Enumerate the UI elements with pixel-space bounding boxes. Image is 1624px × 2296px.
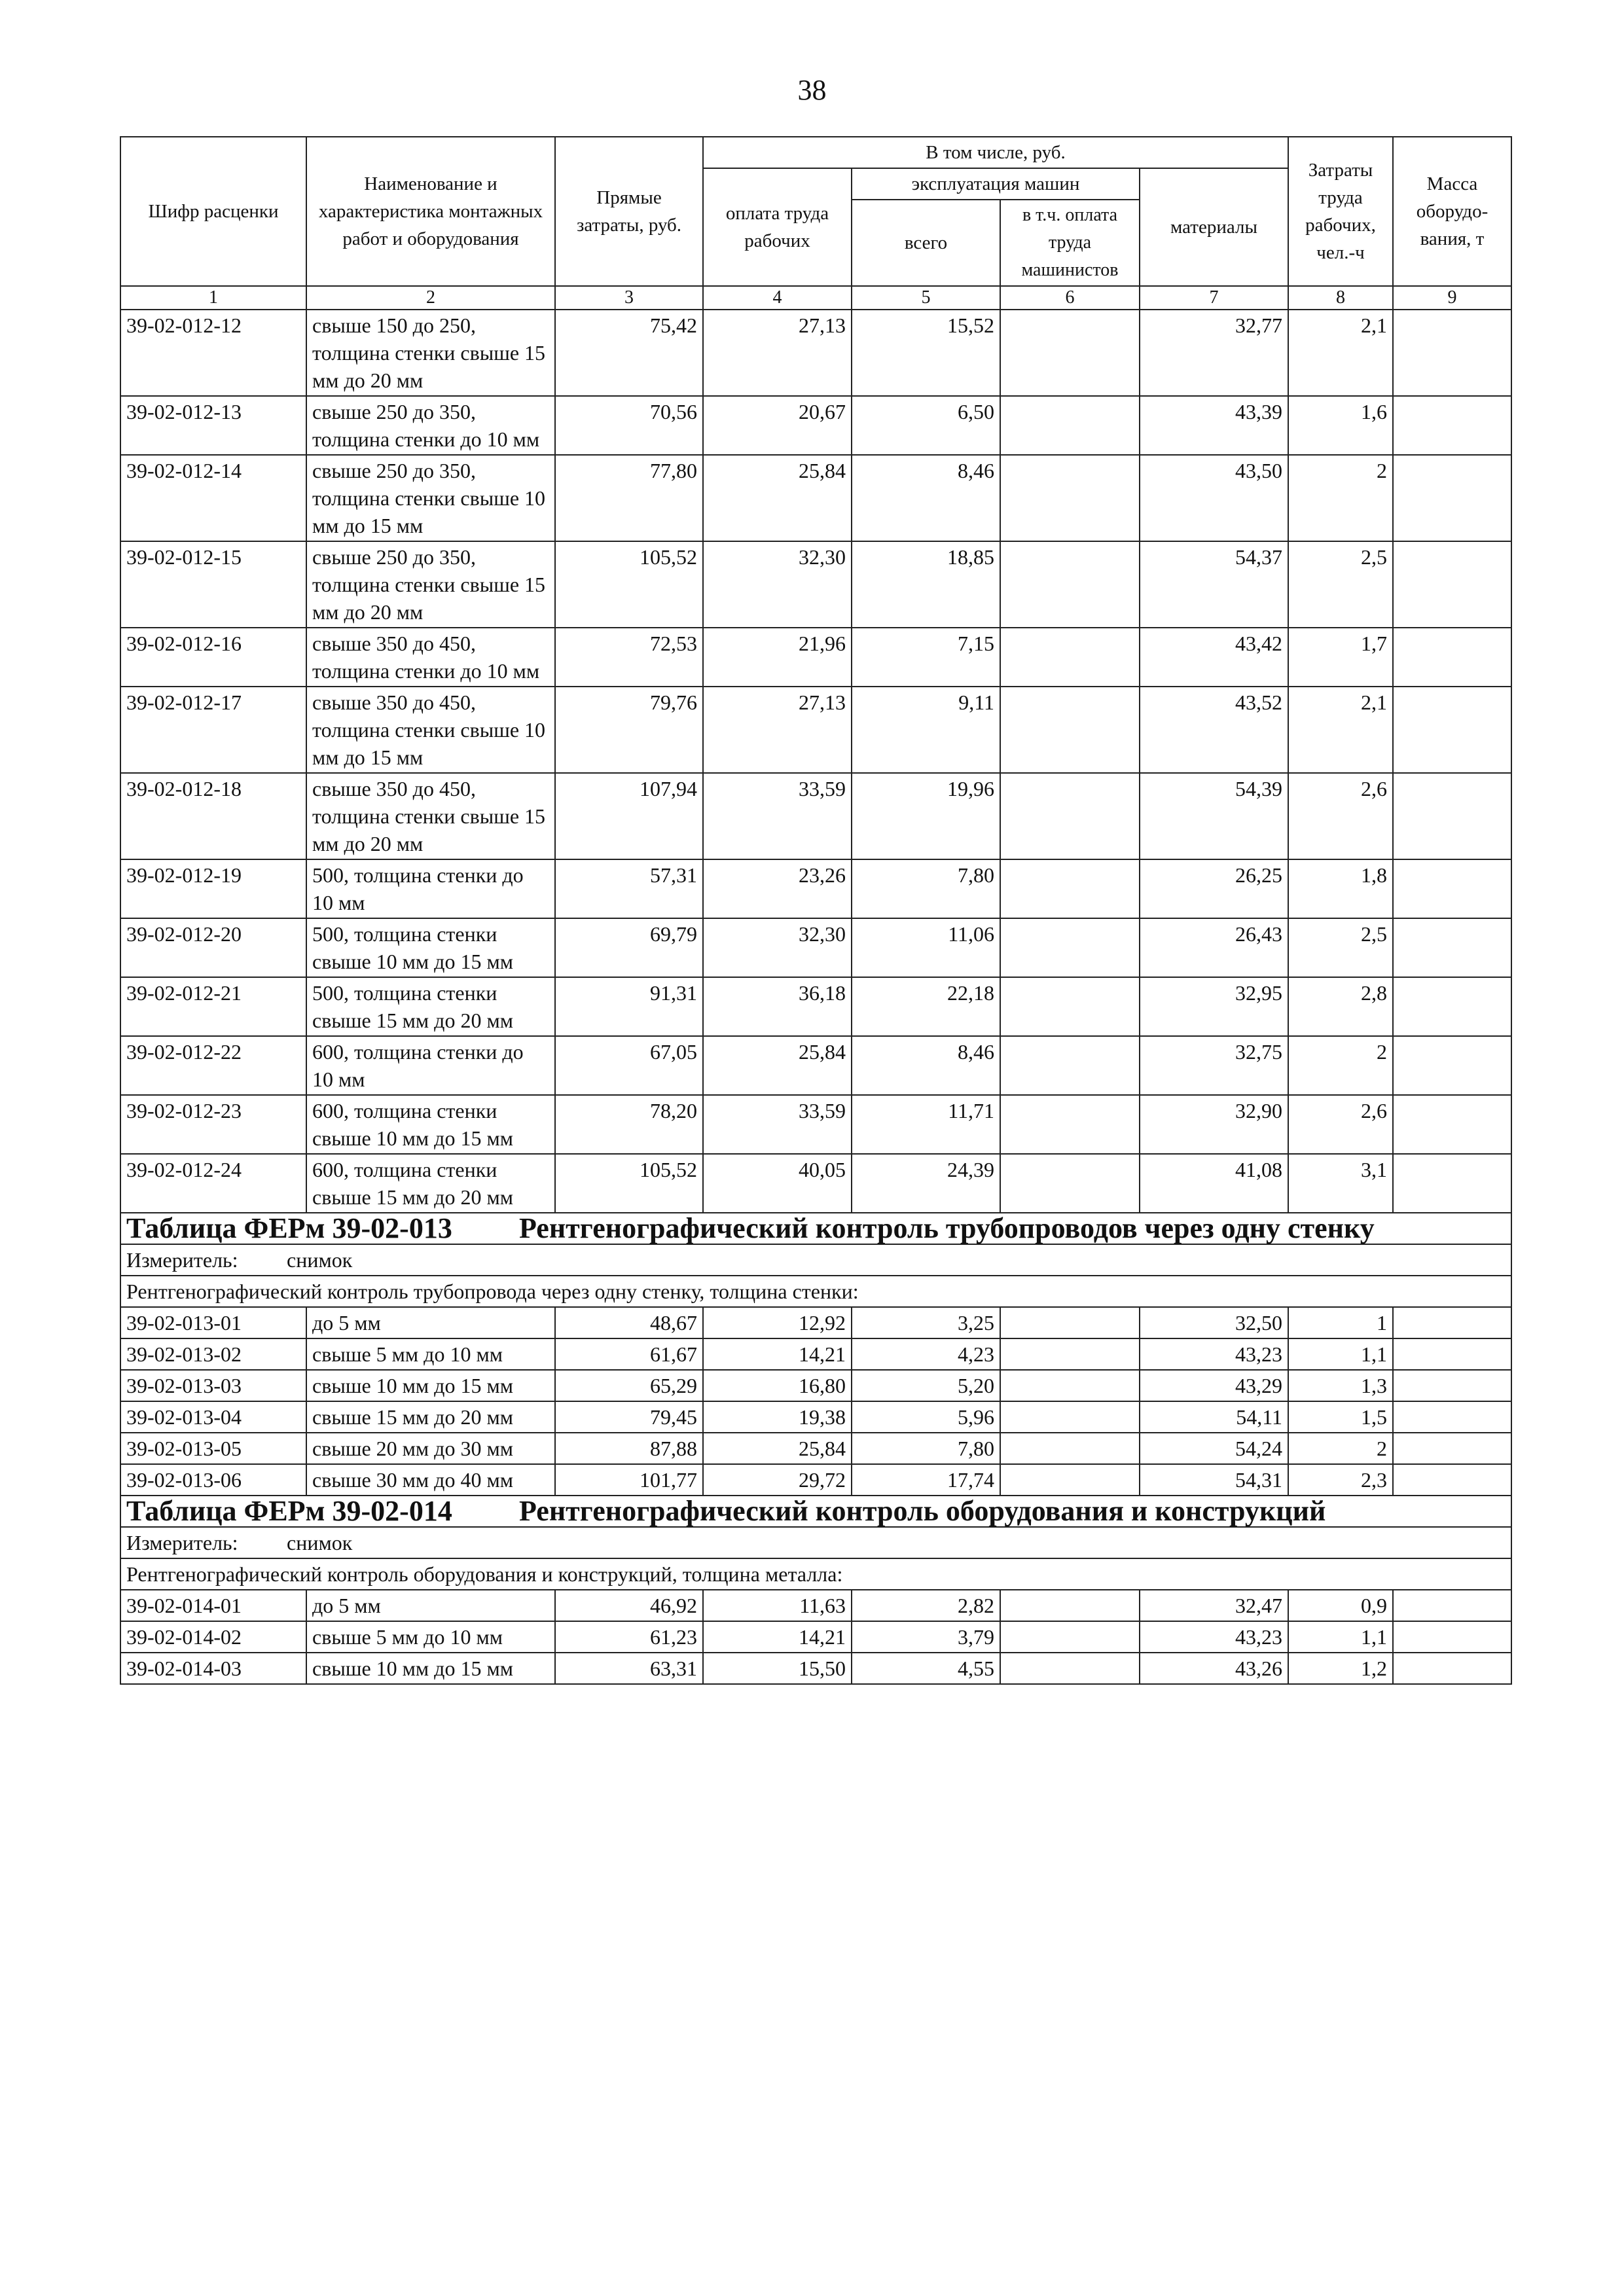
table-row — [120, 1338, 1511, 1370]
table-013-title: Рентгенографический контроль трубопроводов через одну стенку — [519, 1212, 1375, 1244]
machine-total-cell: 6,50 — [852, 396, 1000, 455]
direct-cost-cell: 61,67 — [555, 1338, 703, 1370]
operator-pay-cell — [1000, 310, 1140, 396]
table-row — [120, 455, 1511, 541]
machine-total-cell: 17,74 — [852, 1464, 1000, 1496]
labor-hours-cell: 3,1 — [1288, 1154, 1393, 1213]
table-row — [120, 1621, 1511, 1653]
header-operator-pay: в т.ч. оплата труда машинистов — [1000, 200, 1140, 286]
name-cell: свыше 250 до 350, толщина стенки свыше 10 мм до 15 мм — [306, 455, 555, 541]
direct-cost-cell: 101,77 — [555, 1464, 703, 1496]
table-row — [120, 859, 1511, 918]
direct-cost-cell: 61,23 — [555, 1621, 703, 1653]
mass-cell — [1393, 859, 1511, 918]
code-cell: 39-02-013-05 — [120, 1433, 306, 1464]
mass-cell — [1393, 1433, 1511, 1464]
rates-table — [120, 136, 1512, 1685]
code-cell: 39-02-012-12 — [120, 310, 306, 396]
materials-cell: 54,37 — [1140, 541, 1288, 628]
materials-cell: 43,29 — [1140, 1370, 1288, 1401]
name-cell: свыше 350 до 450, толщина стенки до 10 мм — [306, 628, 555, 687]
labor-hours-cell: 2,6 — [1288, 1095, 1393, 1154]
operator-pay-cell — [1000, 541, 1140, 628]
code-cell: 39-02-014-03 — [120, 1653, 306, 1684]
mass-cell — [1393, 687, 1511, 773]
table-row — [120, 1590, 1511, 1621]
column-numbers-row — [120, 286, 1511, 310]
labor-hours-cell: 1 — [1288, 1307, 1393, 1338]
name-cell: 500, толщина стенки свыше 10 мм до 15 мм — [306, 918, 555, 977]
table-row — [120, 1653, 1511, 1684]
labor-pay-cell: 11,63 — [703, 1590, 852, 1621]
mass-cell — [1393, 918, 1511, 977]
name-cell: 600, толщина стенки свыше 10 мм до 15 мм — [306, 1095, 555, 1154]
machine-total-cell: 7,80 — [852, 859, 1000, 918]
operator-pay-cell — [1000, 1370, 1140, 1401]
materials-cell: 32,47 — [1140, 1590, 1288, 1621]
mass-cell — [1393, 541, 1511, 628]
name-cell: свыше 5 мм до 10 мм — [306, 1338, 555, 1370]
direct-cost-cell: 91,31 — [555, 977, 703, 1036]
mass-cell — [1393, 1307, 1511, 1338]
table-row — [120, 1036, 1511, 1095]
name-cell: 600, толщина стенки до 10 мм — [306, 1036, 555, 1095]
name-cell: до 5 мм — [306, 1307, 555, 1338]
machine-total-cell: 5,20 — [852, 1370, 1000, 1401]
mass-cell — [1393, 1370, 1511, 1401]
column-number: 8 — [1288, 286, 1393, 310]
materials-cell: 32,50 — [1140, 1307, 1288, 1338]
code-cell: 39-02-012-13 — [120, 396, 306, 455]
labor-hours-cell: 2 — [1288, 455, 1393, 541]
labor-pay-cell: 25,84 — [703, 1036, 852, 1095]
operator-pay-cell — [1000, 1433, 1140, 1464]
labor-pay-cell: 32,30 — [703, 918, 852, 977]
table-row — [120, 628, 1511, 687]
materials-cell: 43,50 — [1140, 455, 1288, 541]
name-cell: свыше 250 до 350, толщина стенки свыше 15 мм до 20 мм — [306, 541, 555, 628]
column-number: 5 — [852, 286, 1000, 310]
header-name: Наименование и характеристика монтажных работ и оборудования — [306, 137, 555, 286]
operator-pay-cell — [1000, 859, 1140, 918]
code-cell: 39-02-012-22 — [120, 1036, 306, 1095]
machine-total-cell: 15,52 — [852, 310, 1000, 396]
labor-hours-cell: 0,9 — [1288, 1590, 1393, 1621]
materials-cell: 26,25 — [1140, 859, 1288, 918]
labor-hours-cell: 2,6 — [1288, 773, 1393, 859]
labor-hours-cell: 1,1 — [1288, 1338, 1393, 1370]
operator-pay-cell — [1000, 1154, 1140, 1213]
mass-cell — [1393, 1464, 1511, 1496]
labor-hours-cell: 2,3 — [1288, 1464, 1393, 1496]
labor-pay-cell: 27,13 — [703, 687, 852, 773]
labor-pay-cell: 25,84 — [703, 1433, 852, 1464]
table-row — [120, 396, 1511, 455]
labor-hours-cell: 1,3 — [1288, 1370, 1393, 1401]
header-labor-pay: оплата труда рабочих — [703, 168, 852, 286]
labor-hours-cell: 2 — [1288, 1036, 1393, 1095]
operator-pay-cell — [1000, 628, 1140, 687]
table-013-meter-value: снимок — [287, 1248, 353, 1272]
machine-total-cell: 8,46 — [852, 455, 1000, 541]
machine-total-cell: 7,15 — [852, 628, 1000, 687]
machine-total-cell: 8,46 — [852, 1036, 1000, 1095]
mass-cell — [1393, 310, 1511, 396]
code-cell: 39-02-014-02 — [120, 1621, 306, 1653]
table-014-meter-label: Измеритель: — [126, 1531, 238, 1554]
labor-pay-cell: 23,26 — [703, 859, 852, 918]
table-014-code: Таблица ФЕРм 39-02-014 — [126, 1495, 452, 1527]
operator-pay-cell — [1000, 687, 1140, 773]
table-013-meter-label: Измеритель: — [126, 1248, 238, 1272]
table-014-title-row — [120, 1496, 1511, 1527]
direct-cost-cell: 77,80 — [555, 455, 703, 541]
materials-cell: 54,31 — [1140, 1464, 1288, 1496]
code-cell: 39-02-014-01 — [120, 1590, 306, 1621]
table-row — [120, 541, 1511, 628]
materials-cell: 32,75 — [1140, 1036, 1288, 1095]
labor-hours-cell: 2 — [1288, 1433, 1393, 1464]
name-cell: 500, толщина стенки до 10 мм — [306, 859, 555, 918]
code-cell: 39-02-012-16 — [120, 628, 306, 687]
operator-pay-cell — [1000, 1307, 1140, 1338]
table-013-subheader-row — [120, 1276, 1511, 1307]
header-total: всего — [852, 200, 1000, 286]
table-row — [120, 1433, 1511, 1464]
name-cell: свыше 150 до 250, толщина стенки свыше 15 мм до 20 мм — [306, 310, 555, 396]
labor-pay-cell: 27,13 — [703, 310, 852, 396]
machine-total-cell: 7,80 — [852, 1433, 1000, 1464]
code-cell: 39-02-012-23 — [120, 1095, 306, 1154]
operator-pay-cell — [1000, 1464, 1140, 1496]
code-cell: 39-02-012-14 — [120, 455, 306, 541]
column-number: 9 — [1393, 286, 1511, 310]
operator-pay-cell — [1000, 977, 1140, 1036]
labor-pay-cell: 32,30 — [703, 541, 852, 628]
column-number: 1 — [120, 286, 306, 310]
materials-cell: 26,43 — [1140, 918, 1288, 977]
header-including: В том числе, руб. — [703, 137, 1288, 168]
code-cell: 39-02-013-04 — [120, 1401, 306, 1433]
direct-cost-cell: 69,79 — [555, 918, 703, 977]
direct-cost-cell: 65,29 — [555, 1370, 703, 1401]
materials-cell: 54,24 — [1140, 1433, 1288, 1464]
table-row — [120, 773, 1511, 859]
header-machine-ops: эксплуатация машин — [852, 168, 1140, 200]
mass-cell — [1393, 977, 1511, 1036]
name-cell: свыше 10 мм до 15 мм — [306, 1370, 555, 1401]
direct-cost-cell: 75,42 — [555, 310, 703, 396]
name-cell: свыше 250 до 350, толщина стенки до 10 мм — [306, 396, 555, 455]
machine-total-cell: 11,06 — [852, 918, 1000, 977]
mass-cell — [1393, 1154, 1511, 1213]
header-equipment-mass: Масса оборудо-вания, т — [1393, 137, 1511, 286]
page-number: 38 — [797, 74, 827, 106]
operator-pay-cell — [1000, 918, 1140, 977]
direct-cost-cell: 105,52 — [555, 1154, 703, 1213]
machine-total-cell: 24,39 — [852, 1154, 1000, 1213]
labor-hours-cell: 1,8 — [1288, 859, 1393, 918]
table-row — [120, 687, 1511, 773]
direct-cost-cell: 87,88 — [555, 1433, 703, 1464]
table-014-subheader: Рентгенографический контроль оборудования и конструкций, толщина металла: — [120, 1558, 1511, 1590]
direct-cost-cell: 107,94 — [555, 773, 703, 859]
mass-cell — [1393, 1621, 1511, 1653]
direct-cost-cell: 48,67 — [555, 1307, 703, 1338]
code-cell: 39-02-012-24 — [120, 1154, 306, 1213]
operator-pay-cell — [1000, 1590, 1140, 1621]
code-cell: 39-02-012-20 — [120, 918, 306, 977]
mass-cell — [1393, 455, 1511, 541]
materials-cell: 43,26 — [1140, 1653, 1288, 1684]
labor-hours-cell: 1,6 — [1288, 396, 1393, 455]
name-cell: свыше 5 мм до 10 мм — [306, 1621, 555, 1653]
name-cell: свыше 350 до 450, толщина стенки свыше 10 мм до 15 мм — [306, 687, 555, 773]
labor-pay-cell: 14,21 — [703, 1338, 852, 1370]
direct-cost-cell: 67,05 — [555, 1036, 703, 1095]
table-row — [120, 1401, 1511, 1433]
machine-total-cell: 18,85 — [852, 541, 1000, 628]
name-cell: свыше 10 мм до 15 мм — [306, 1653, 555, 1684]
operator-pay-cell — [1000, 396, 1140, 455]
header-code: Шифр расценки — [120, 137, 306, 286]
table-row — [120, 1307, 1511, 1338]
mass-cell — [1393, 1095, 1511, 1154]
machine-total-cell: 9,11 — [852, 687, 1000, 773]
machine-total-cell: 5,96 — [852, 1401, 1000, 1433]
materials-cell: 43,39 — [1140, 396, 1288, 455]
machine-total-cell: 4,23 — [852, 1338, 1000, 1370]
header-materials: материалы — [1140, 168, 1288, 286]
mass-cell — [1393, 1590, 1511, 1621]
table-014-meter-row — [120, 1527, 1511, 1558]
labor-pay-cell: 14,21 — [703, 1621, 852, 1653]
code-cell: 39-02-013-01 — [120, 1307, 306, 1338]
table-row — [120, 1464, 1511, 1496]
header-labor-costs: Затраты труда рабочих, чел.-ч — [1288, 137, 1393, 286]
direct-cost-cell: 78,20 — [555, 1095, 703, 1154]
machine-total-cell: 3,25 — [852, 1307, 1000, 1338]
table-row — [120, 1095, 1511, 1154]
direct-cost-cell: 63,31 — [555, 1653, 703, 1684]
code-cell: 39-02-013-02 — [120, 1338, 306, 1370]
mass-cell — [1393, 773, 1511, 859]
operator-pay-cell — [1000, 1095, 1140, 1154]
table-row — [120, 310, 1511, 396]
materials-cell: 41,08 — [1140, 1154, 1288, 1213]
machine-total-cell: 22,18 — [852, 977, 1000, 1036]
code-cell: 39-02-012-21 — [120, 977, 306, 1036]
labor-hours-cell: 2,1 — [1288, 310, 1393, 396]
column-number: 4 — [703, 286, 852, 310]
name-cell: свыше 20 мм до 30 мм — [306, 1433, 555, 1464]
labor-pay-cell: 12,92 — [703, 1307, 852, 1338]
mass-cell — [1393, 1401, 1511, 1433]
labor-pay-cell: 25,84 — [703, 455, 852, 541]
direct-cost-cell: 79,76 — [555, 687, 703, 773]
labor-pay-cell: 16,80 — [703, 1370, 852, 1401]
table-row — [120, 918, 1511, 977]
labor-pay-cell: 21,96 — [703, 628, 852, 687]
materials-cell: 43,23 — [1140, 1621, 1288, 1653]
labor-pay-cell: 33,59 — [703, 1095, 852, 1154]
table-014-title: Рентгенографический контроль оборудования и конструкций — [519, 1495, 1326, 1527]
labor-hours-cell: 2,8 — [1288, 977, 1393, 1036]
name-cell: свыше 30 мм до 40 мм — [306, 1464, 555, 1496]
materials-cell: 32,90 — [1140, 1095, 1288, 1154]
labor-hours-cell: 2,1 — [1288, 687, 1393, 773]
name-cell: 500, толщина стенки свыше 15 мм до 20 мм — [306, 977, 555, 1036]
labor-pay-cell: 33,59 — [703, 773, 852, 859]
column-number: 3 — [555, 286, 703, 310]
direct-cost-cell: 57,31 — [555, 859, 703, 918]
operator-pay-cell — [1000, 773, 1140, 859]
labor-pay-cell: 15,50 — [703, 1653, 852, 1684]
direct-cost-cell: 79,45 — [555, 1401, 703, 1433]
operator-pay-cell — [1000, 455, 1140, 541]
materials-cell: 54,39 — [1140, 773, 1288, 859]
labor-hours-cell: 1,7 — [1288, 628, 1393, 687]
machine-total-cell: 11,71 — [852, 1095, 1000, 1154]
table-014-subheader-row — [120, 1558, 1511, 1590]
operator-pay-cell — [1000, 1338, 1140, 1370]
name-cell: 600, толщина стенки свыше 15 мм до 20 мм — [306, 1154, 555, 1213]
labor-hours-cell: 1,5 — [1288, 1401, 1393, 1433]
labor-pay-cell: 40,05 — [703, 1154, 852, 1213]
direct-cost-cell: 70,56 — [555, 396, 703, 455]
materials-cell: 54,11 — [1140, 1401, 1288, 1433]
mass-cell — [1393, 628, 1511, 687]
operator-pay-cell — [1000, 1653, 1140, 1684]
labor-pay-cell: 20,67 — [703, 396, 852, 455]
header-direct-costs: Прямые затраты, руб. — [555, 137, 703, 286]
code-cell: 39-02-012-18 — [120, 773, 306, 859]
direct-cost-cell: 105,52 — [555, 541, 703, 628]
table-row — [120, 977, 1511, 1036]
labor-hours-cell: 2,5 — [1288, 918, 1393, 977]
mass-cell — [1393, 1338, 1511, 1370]
code-cell: 39-02-012-19 — [120, 859, 306, 918]
machine-total-cell: 3,79 — [852, 1621, 1000, 1653]
materials-cell: 43,42 — [1140, 628, 1288, 687]
name-cell: до 5 мм — [306, 1590, 555, 1621]
operator-pay-cell — [1000, 1036, 1140, 1095]
mass-cell — [1393, 1036, 1511, 1095]
materials-cell: 43,52 — [1140, 687, 1288, 773]
operator-pay-cell — [1000, 1401, 1140, 1433]
table-row — [120, 1154, 1511, 1213]
column-number: 2 — [306, 286, 555, 310]
labor-pay-cell: 36,18 — [703, 977, 852, 1036]
machine-total-cell: 2,82 — [852, 1590, 1000, 1621]
code-cell: 39-02-013-06 — [120, 1464, 306, 1496]
code-cell: 39-02-012-17 — [120, 687, 306, 773]
materials-cell: 32,77 — [1140, 310, 1288, 396]
column-number: 6 — [1000, 286, 1140, 310]
labor-pay-cell: 19,38 — [703, 1401, 852, 1433]
name-cell: свыше 350 до 450, толщина стенки свыше 15 мм до 20 мм — [306, 773, 555, 859]
code-cell: 39-02-013-03 — [120, 1370, 306, 1401]
machine-total-cell: 4,55 — [852, 1653, 1000, 1684]
materials-cell: 32,95 — [1140, 977, 1288, 1036]
labor-hours-cell: 2,5 — [1288, 541, 1393, 628]
mass-cell — [1393, 396, 1511, 455]
labor-hours-cell: 1,1 — [1288, 1621, 1393, 1653]
labor-pay-cell: 29,72 — [703, 1464, 852, 1496]
table-013-title-row — [120, 1213, 1511, 1244]
code-cell: 39-02-012-15 — [120, 541, 306, 628]
direct-cost-cell: 46,92 — [555, 1590, 703, 1621]
table-013-meter-row — [120, 1244, 1511, 1276]
machine-total-cell: 19,96 — [852, 773, 1000, 859]
operator-pay-cell — [1000, 1621, 1140, 1653]
table-013-subheader: Рентгенографический контроль трубопровода через одну стенку, толщина стенки: — [120, 1276, 1511, 1307]
name-cell: свыше 15 мм до 20 мм — [306, 1401, 555, 1433]
table-row — [120, 1370, 1511, 1401]
table-014-meter-value: снимок — [287, 1531, 353, 1554]
labor-hours-cell: 1,2 — [1288, 1653, 1393, 1684]
column-number: 7 — [1140, 286, 1288, 310]
direct-cost-cell: 72,53 — [555, 628, 703, 687]
materials-cell: 43,23 — [1140, 1338, 1288, 1370]
table-013-code: Таблица ФЕРм 39-02-013 — [126, 1212, 452, 1244]
mass-cell — [1393, 1653, 1511, 1684]
